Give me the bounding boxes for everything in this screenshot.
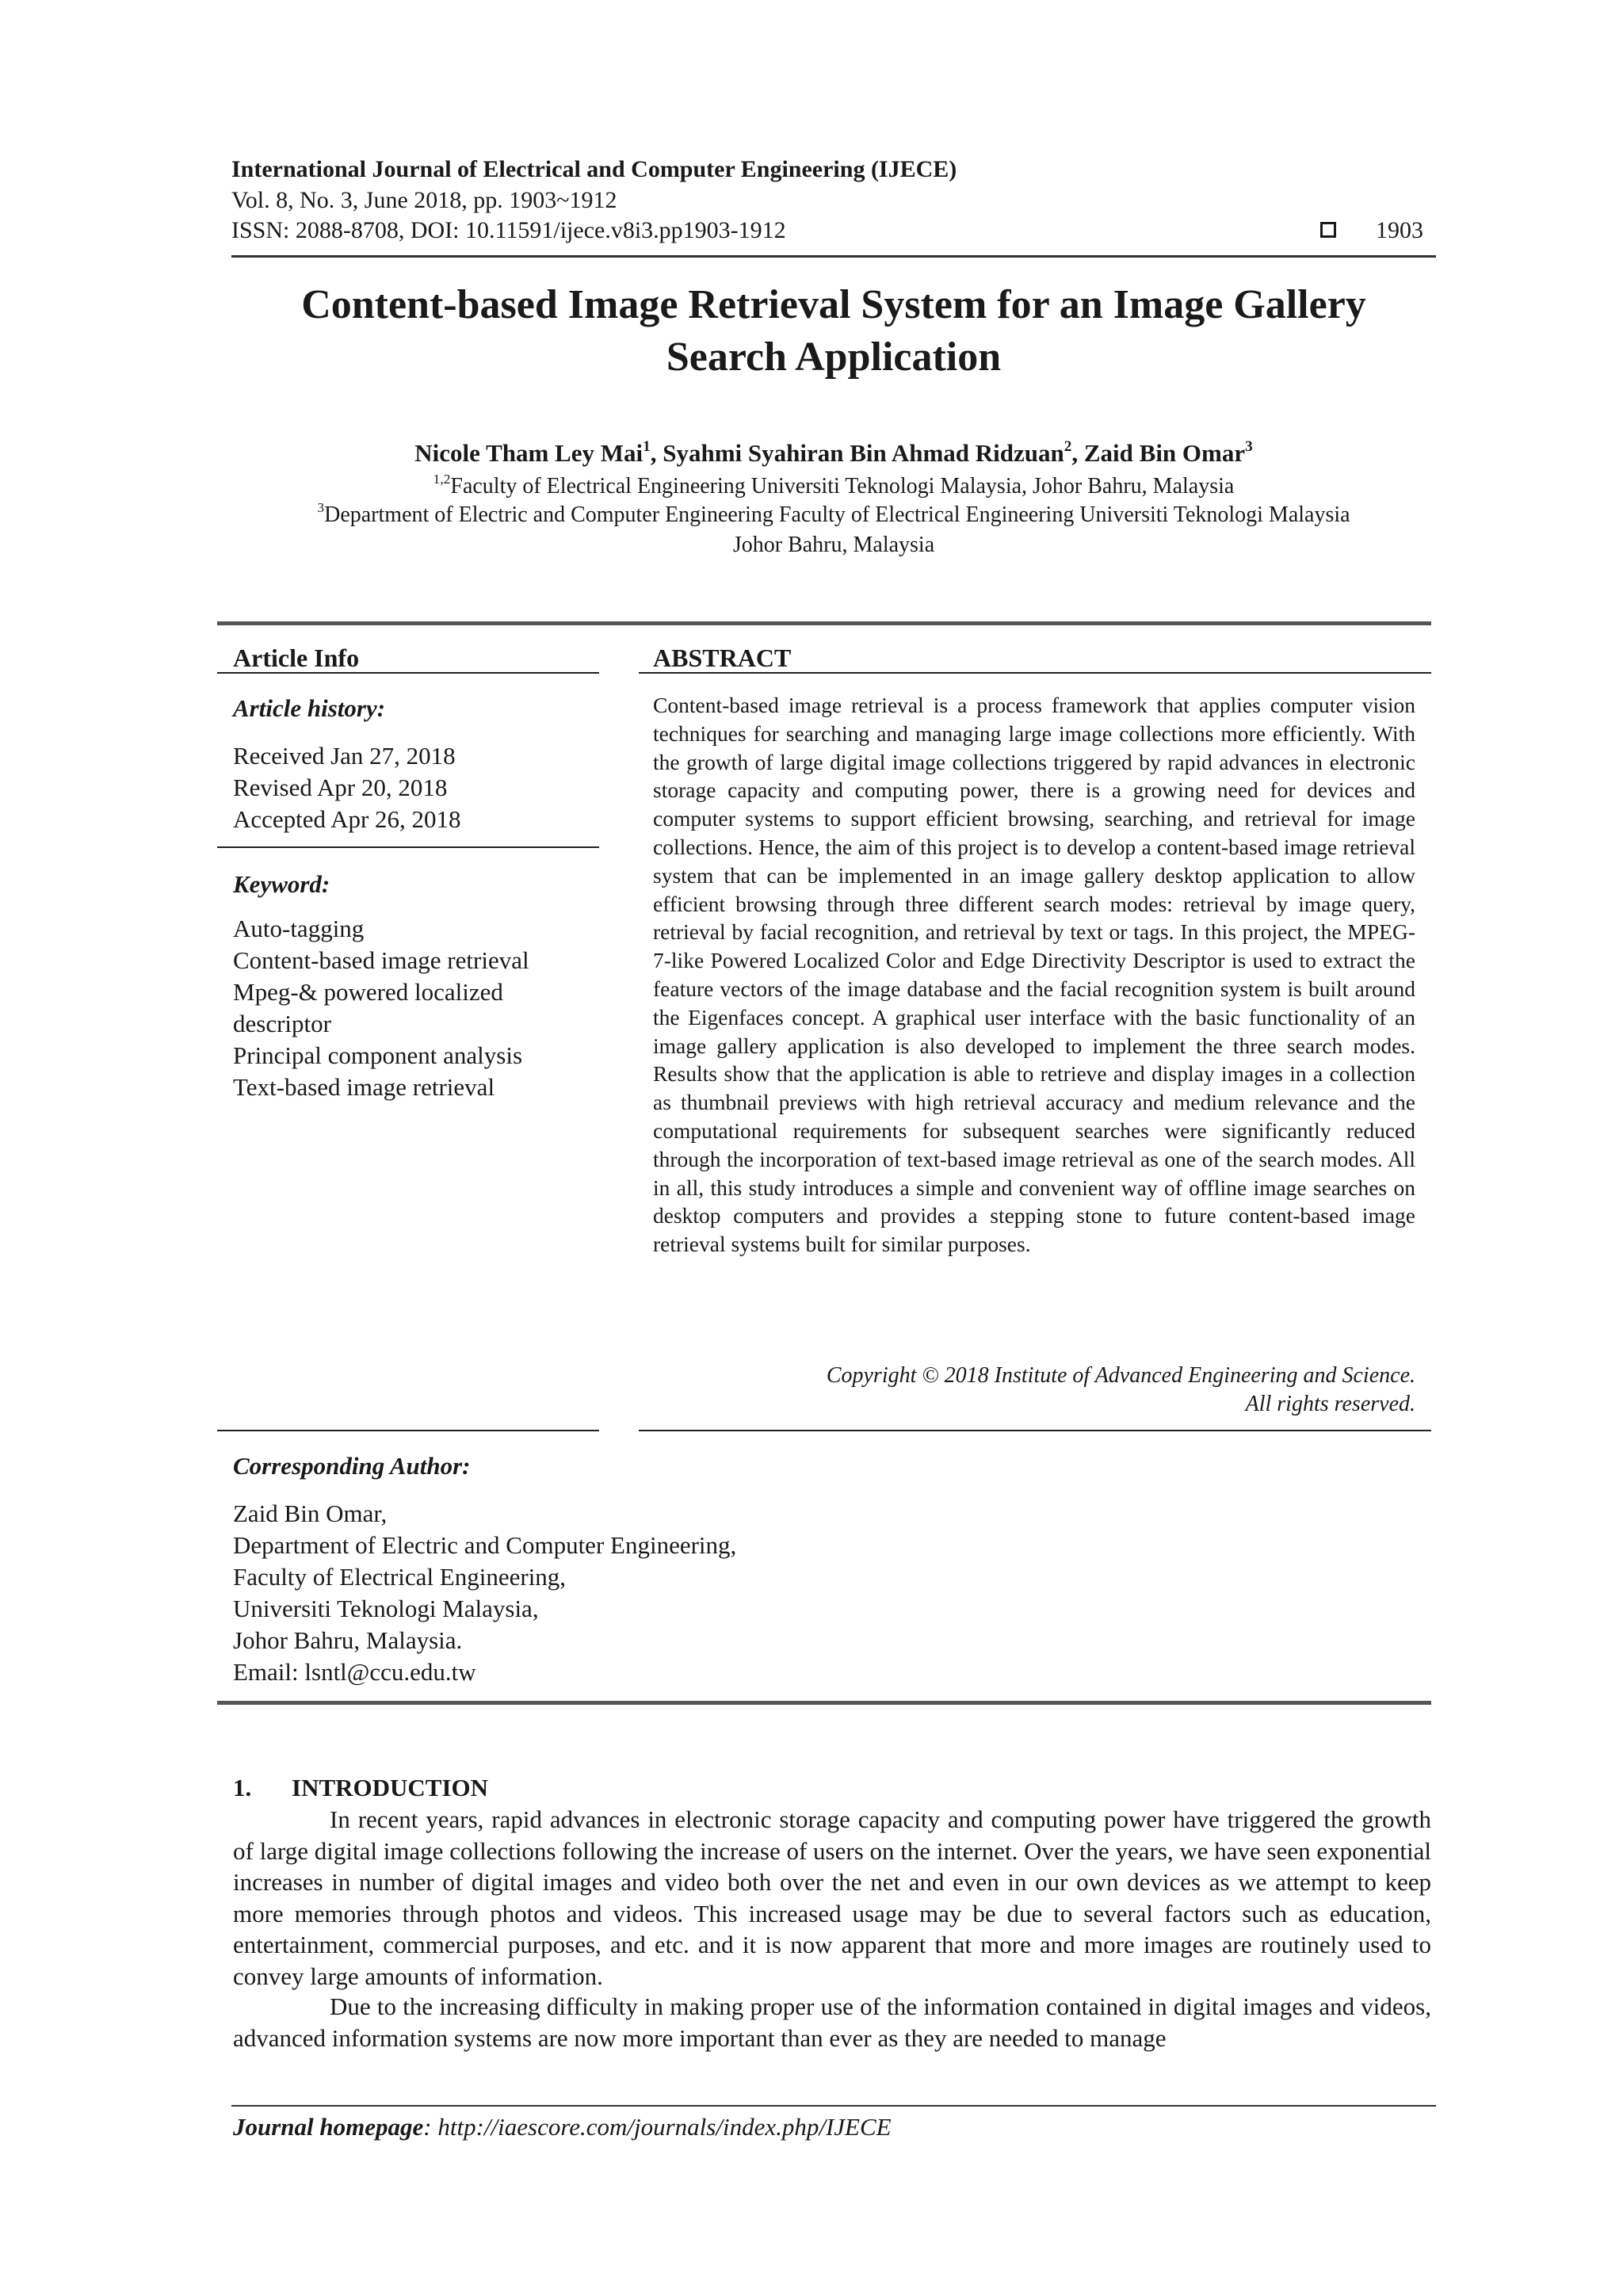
author-name: Nicole Tham Ley Mai xyxy=(414,439,643,467)
history-item: Accepted Apr 26, 2018 xyxy=(233,805,461,833)
keyword-list xyxy=(233,913,529,1103)
author-detail-line: Department of Electric and Computer Engineering, xyxy=(233,1531,737,1559)
title-line-2: Search Application xyxy=(666,334,1002,380)
header-rule xyxy=(231,255,1436,258)
info-box-bottom-rule xyxy=(217,1701,1431,1705)
affiliation-3 xyxy=(231,501,1436,529)
keyword-item: Mpeg-& powered localized xyxy=(233,978,503,1006)
affiliation-text: Department of Electric and Computer Engineering Faculty of Electrical Engineering Universiti Teknologi Malaysia xyxy=(324,502,1350,527)
abstract-heading: ABSTRACT xyxy=(653,644,792,672)
footer-label: Journal homepage xyxy=(233,2113,424,2141)
author-affil-sup: 1 xyxy=(643,437,651,455)
author-name: Syahmi Syahiran Bin Ahmad Ridzuan xyxy=(663,439,1064,467)
page-number: 1903 xyxy=(1376,217,1423,243)
author-detail-line: Universiti Teknologi Malaysia, xyxy=(233,1595,539,1622)
section-number: 1. xyxy=(233,1774,252,1801)
footer-url[interactable]: : http://iaescore.com/journals/index.php/IJECE xyxy=(423,2113,892,2141)
affiliation-text: Faculty of Electrical Engineering Universiti Teknologi Malaysia, Johor Bahru, Malaysia xyxy=(450,474,1235,499)
keyword-heading: Keyword: xyxy=(233,870,330,898)
volume-line: Vol. 8, No. 3, June 2018, pp. 1903~1912 xyxy=(231,187,617,213)
section-title: INTRODUCTION xyxy=(292,1774,489,1801)
intro-paragraph-1: In recent years, rapid advances in electronic storage capacity and computing power have triggered the growth of large digital image collections following the increase of users on the internet. Over the years, we have seen exponential increases in number of digital images and video both over the net and even in our own devices as we attempt to keep more memories through photos and videos. This increased usage may be due to several factors such as education, entertainment, commercial purposes, and etc. and it is now apparent that more and more images are routinely used to convey large amounts of information. xyxy=(233,1805,1431,1990)
keyword-item: Auto-tagging xyxy=(233,915,365,942)
author-sep: , xyxy=(650,439,663,467)
intro-paragraph-2: Due to the increasing difficulty in making proper use of the information contained in digital images and videos, advanced information systems are now more important than ever as they are needed to manage xyxy=(233,1992,1431,2052)
abstract-body: Content-based image retrieval is a process framework that applies computer vision techniques for searching and managing large image collections more efficiently. With the growth of large digital image collections triggered by rapid advances in electronic storage capacity and computing power, there is a growing need for devices and computer systems to support efficient browsing, searching, and retrieval for image collections. Hence, the aim of this project is to develop a content-based image retrieval system that can be implemented in an image gallery desktop application to allow efficient browsing through three different search modes: retrieval by image query, retrieval by facial recognition, and retrieval by text or tags. In this project, the MPEG-7-like Powered Localized Color and Edge Directivity Descriptor is used to extract the feature vectors of the image database and the facial recognition system is built around the Eigenfaces concept. A graphical user interface with the basic functionality of an image gallery application is also developed to implement the three search modes. Results show that the application is able to retrieve and display images in a collection as thumbnail previews with high retrieval accuracy and medium relevance and the computational requirements for subsequent searches were significantly reduced through the incorporation of text-based image retrieval as one of the search modes. All in all, this study introduces a simple and convenient way of offline image searches on desktop computers and provides a stepping stone to future content-based image retrieval systems built for similar purposes. xyxy=(653,693,1415,1257)
author-list xyxy=(231,437,1436,469)
journal-homepage-footer xyxy=(233,2111,892,2143)
section-heading-introduction xyxy=(233,1772,488,1804)
journal-name: International Journal of Electrical and Computer Engineering (IJECE) xyxy=(231,156,957,182)
rights-line: All rights reserved. xyxy=(1245,1392,1415,1416)
keyword-item: Content-based image retrieval xyxy=(233,946,529,974)
author-affil-sup: 3 xyxy=(1245,437,1253,455)
author-sep: , xyxy=(1071,439,1084,467)
article-history-list xyxy=(233,740,461,835)
article-info-heading: Article Info xyxy=(233,644,360,672)
author-affil-sup: 2 xyxy=(1064,437,1072,455)
keyword-item: Principal component analysis xyxy=(233,1041,523,1069)
author-detail-line: Zaid Bin Omar, xyxy=(233,1499,388,1527)
author-detail-line: Johor Bahru, Malaysia. xyxy=(233,1626,463,1654)
history-item: Received Jan 27, 2018 xyxy=(233,742,456,770)
affiliation-3-location: Johor Bahru, Malaysia xyxy=(732,533,935,557)
abstract-bottom-rule xyxy=(639,1430,1431,1431)
paper-title xyxy=(231,279,1436,384)
author-detail-line: Faculty of Electrical Engineering, xyxy=(233,1563,567,1591)
affiliation-sup: 3 xyxy=(317,499,325,515)
corresponding-author-heading: Corresponding Author: xyxy=(233,1452,471,1480)
issn-doi-line: ISSN: 2088-8708, DOI: 10.11591/ijece.v8i3.pp1903-1912 xyxy=(231,217,786,243)
info-box-top-rule xyxy=(217,621,1431,625)
footer-rule xyxy=(231,2105,1436,2107)
square-bullet-icon xyxy=(1320,222,1336,238)
affiliation-sup: 1,2 xyxy=(433,471,451,487)
title-line-1: Content-based Image Retrieval System for an Image Gallery xyxy=(301,282,1366,327)
affiliation-1 xyxy=(231,472,1436,501)
author-email: Email: lsntl@ccu.edu.tw xyxy=(233,1658,476,1686)
keywords-bottom-rule xyxy=(217,1430,599,1431)
article-history-heading: Article history: xyxy=(233,694,386,722)
history-item: Revised Apr 20, 2018 xyxy=(233,774,448,801)
copyright-line: Copyright © 2018 Institute of Advanced Engineering and Science. xyxy=(826,1363,1415,1388)
keyword-item: descriptor xyxy=(233,1010,331,1037)
keyword-item: Text-based image retrieval xyxy=(233,1073,495,1101)
corresponding-author-details xyxy=(233,1498,736,1688)
history-divider-rule xyxy=(217,846,599,848)
author-name: Zaid Bin Omar xyxy=(1083,439,1246,467)
